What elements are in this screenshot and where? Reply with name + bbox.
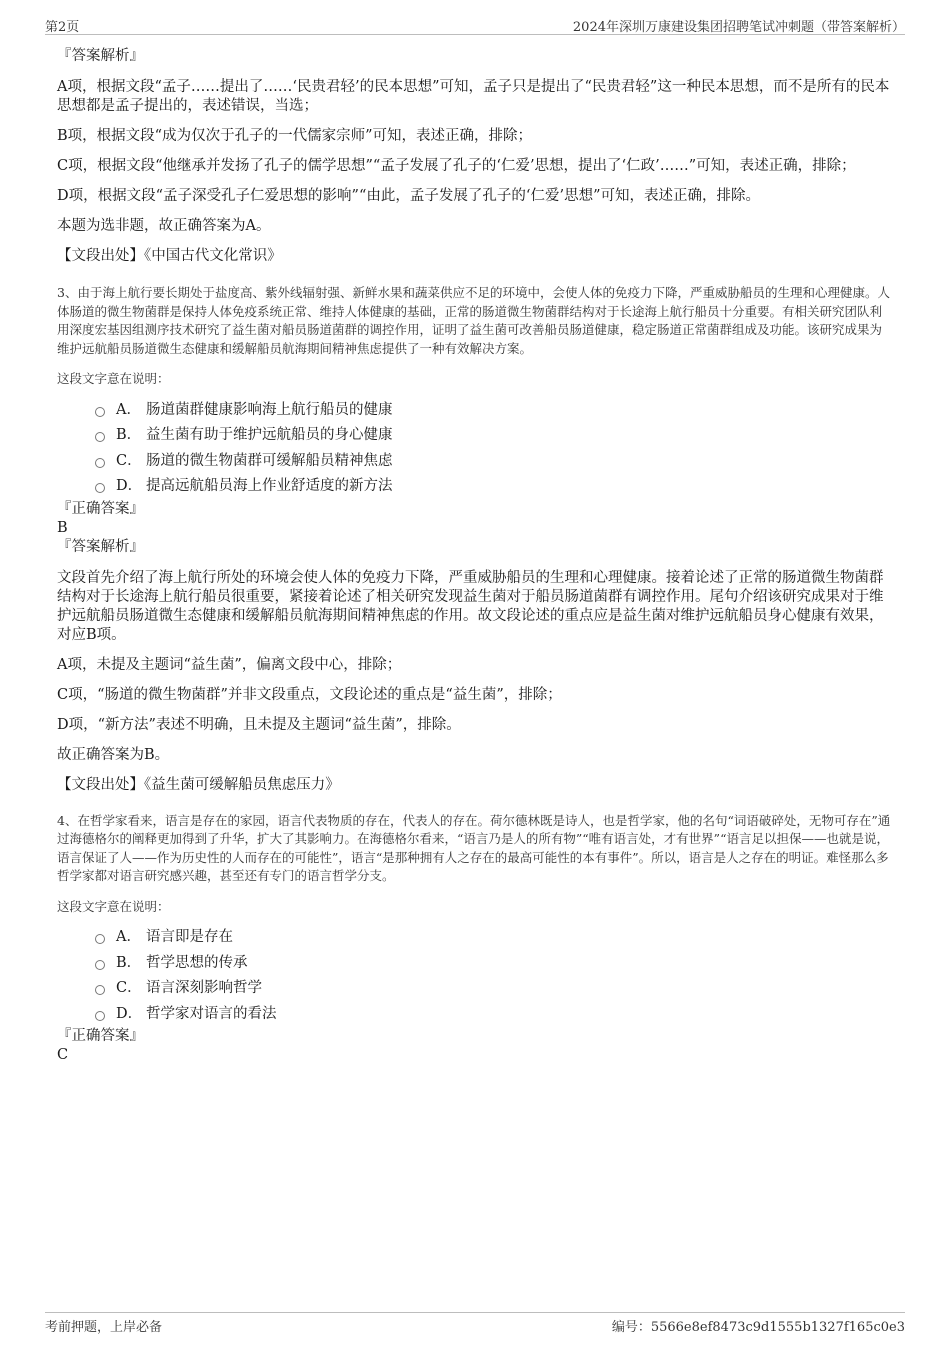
page-header xyxy=(45,14,905,35)
passage-source: 【文段出处】《益生菌可缓解船员焦虑压力》 xyxy=(57,776,340,793)
analysis-option-b: B项，根据文段“成为仅次于孔子的一代儒家宗师”可知，表述正确，排除； xyxy=(57,128,532,144)
document-title: 2024年深圳万康建设集团招聘笔试冲刺题（带答案解析） xyxy=(572,20,905,35)
analysis-option-c: C项，“肠道的微生物菌群”并非文段重点，文段论述的重点是“益生菌”，排除； xyxy=(57,686,562,703)
radio-icon[interactable] xyxy=(95,1011,105,1021)
analysis-conclusion: 故正确答案为B。 xyxy=(57,746,170,763)
correct-answer: C xyxy=(57,1047,69,1063)
question-4-option-b[interactable]: B． 哲学思想的传承 xyxy=(57,951,892,977)
question-3-options xyxy=(57,398,892,500)
radio-icon[interactable] xyxy=(95,985,105,995)
correct-answer-label: 『正确答案』 xyxy=(57,500,144,517)
radio-icon[interactable] xyxy=(95,458,105,468)
document-code: 编号：5566e8ef8473c9d1555b1327f165c0e3 xyxy=(611,1320,905,1335)
question-4-option-d[interactable]: D． 哲学家对语言的看法 xyxy=(57,1002,892,1028)
page-content xyxy=(57,40,892,1065)
analysis-conclusion: 本题为选非题，故正确答案为A。 xyxy=(57,218,271,234)
analysis-option-a: A项，根据文段“孟子……提出了……‘民贵君轻’的民本思想”可知，孟子只是提出了“民贵君轻”这一种民本思想，而不是所有的民本思想都是孟子提出的，表述错误，当选； xyxy=(57,79,890,114)
radio-icon[interactable] xyxy=(95,934,105,944)
radio-icon[interactable] xyxy=(95,432,105,442)
question-3-prompt: 这段文字意在说明： xyxy=(57,371,170,386)
radio-icon[interactable] xyxy=(95,960,105,970)
question-4-options xyxy=(57,925,892,1027)
analysis-label: 『答案解析』 xyxy=(57,48,144,64)
analysis-option-d: D项，根据文段“孟子深受孔子仁爱思想的影响”“由此，孟子发展了孔子的‘仁爱’思想”可知，表述正确，排除。 xyxy=(57,188,760,204)
radio-icon[interactable] xyxy=(95,483,105,493)
question-4-passage: 4、在哲学家看来，语言是存在的家园，语言代表物质的存在，代表人的存在。荷尔德林既是诗人，也是哲学家，他的名句“词语破碎处，无物可存在”通过海德格尔的阐释更加得到了升华，扩大了其影响力。在海德格尔看来，“语言乃是人的所有物”“唯有语言处，才有世界”“语言足以担保——也就是说，语言保证了人——作为历史性的人而存在的可能性”，语言“是那种拥有人之存在的最高可能性的本有事件”。所以，语言是人之存在的明证。难怪那么多哲学家都对语言研究感兴趣，甚至还有专门的语言哲学分支。 xyxy=(57,812,891,883)
question-3-option-c[interactable]: C． 肠道的微生物菌群可缓解船员精神焦虑 xyxy=(57,449,892,475)
question-3-passage: 3、由于海上航行要长期处于盐度高、紫外线辐射强、新鲜水果和蔬菜供应不足的环境中，会使人体的免疫力下降，严重威胁船员的生理和心理健康。人体肠道的微生物菌群是保持人体免疫系统正常、维持人体健康的基础，正常的肠道微生物菌群结构对于长途海上航行船员十分重要。有相关研究团队利用深度宏基因组测序技术研究了益生菌对船员肠道菌群的调控作用，证明了益生菌可改善船员肠道健康，稳定肠道正常菌群组成及功能。该研究成果为维护远航船员肠道微生态健康和缓解船员航海期间精神焦虑提供了一种有效解决方案。 xyxy=(57,285,890,356)
page-footer xyxy=(45,1312,905,1337)
analysis-label: 『答案解析』 xyxy=(57,538,144,555)
correct-answer-label: 『正确答案』 xyxy=(57,1028,144,1044)
question-3-option-b[interactable]: B． 益生菌有助于维护远航船员的身心健康 xyxy=(57,423,892,449)
analysis-option-d: D项，“新方法”表述不明确，且未提及主题词“益生菌”，排除。 xyxy=(57,716,461,733)
question-4-option-c[interactable]: C． 语言深刻影响哲学 xyxy=(57,976,892,1002)
question-4-option-a[interactable]: A． 语言即是存在 xyxy=(57,925,892,951)
footer-slogan: 考前押题，上岸必备 xyxy=(45,1320,163,1335)
page-number: 第2页 xyxy=(45,20,80,35)
radio-icon[interactable] xyxy=(95,407,105,417)
analysis-option-c: C项，根据文段“他继承并发扬了孔子的儒学思想”“孟子发展了孔子的‘仁爱’思想，提出了‘仁政’……”可知，表述正确，排除； xyxy=(57,158,856,174)
question-3-option-d[interactable]: D． 提高远航船员海上作业舒适度的新方法 xyxy=(57,474,892,500)
correct-answer: B xyxy=(57,519,68,536)
analysis-option-a: A项，未提及主题词“益生菌”，偏离文段中心，排除； xyxy=(57,656,402,673)
analysis-summary: 文段首先介绍了海上航行所处的环境会使人体的免疫力下降，严重威胁船员的生理和心理健康。接着论述了正常的肠道微生物菌群结构对于长途海上航行船员很重要，紧接着论述了相关研究发现益生菌对于船员肠道菌群有调控作用。尾句介绍该研究成果对于维护远航船员肠道微生态健康和缓解船员航海期间精神焦虑的作用。故文段论述的重点应是益生菌对维护远航船员身心健康有效果，对应B项。 xyxy=(57,569,884,643)
question-3-option-a[interactable]: A． 肠道菌群健康影响海上航行船员的健康 xyxy=(57,398,892,424)
passage-source: 【文段出处】《中国古代文化常识》 xyxy=(57,248,282,264)
question-4-prompt: 这段文字意在说明： xyxy=(57,898,170,914)
